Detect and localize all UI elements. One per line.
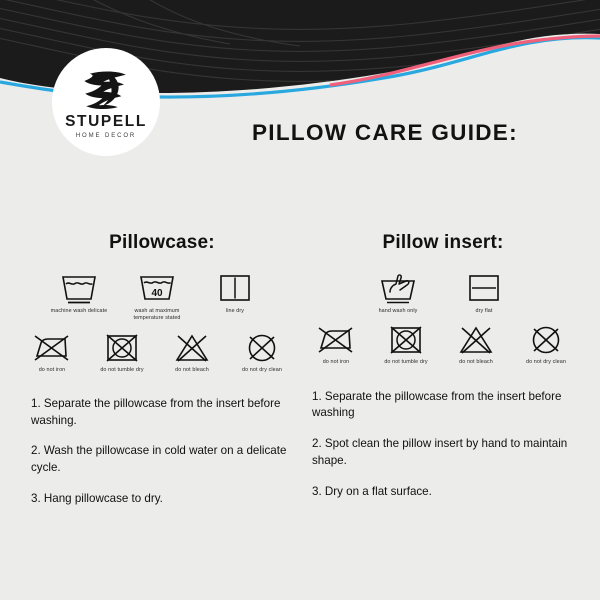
dry-flat-icon	[467, 272, 501, 304]
wash-40-degrees-icon	[137, 272, 177, 304]
wash-40-caption: wash at maximum temperature stated	[133, 308, 181, 322]
do-not-tumble-dry-symbol	[378, 325, 434, 366]
do-not-iron-symbol	[308, 325, 364, 366]
hand-wash-only-icon	[378, 272, 418, 304]
list-item: 1. Separate the pillowcase from the insert before washing	[312, 389, 562, 420]
pillowcase-symbol-row-1	[26, 272, 288, 323]
line-dry-icon	[218, 272, 252, 304]
svg-text:40: 40	[151, 288, 163, 299]
list-item: 3. Hang pillowcase to dry.	[31, 492, 163, 506]
do-not-dry-clean-symbol	[234, 333, 290, 374]
do-not-tumble-dry-symbol	[94, 333, 150, 374]
pillow-insert-section	[310, 232, 572, 515]
machine-wash-delicate-icon	[59, 272, 99, 304]
swan-logo-icon	[79, 69, 133, 111]
do-not-iron-caption: do not iron	[322, 359, 350, 366]
do-not-dry-clean-icon	[530, 325, 562, 355]
list-item: 2. Spot clean the pillow insert by hand to maintain shape.	[312, 437, 568, 467]
line-dry-caption: line dry	[225, 308, 245, 314]
hand-wash-only-caption: hand wash only	[378, 308, 418, 314]
pillowcase-section	[26, 232, 288, 522]
do-not-dry-clean-symbol	[518, 325, 574, 366]
list-item: 2. Wash the pillowcase in cold water on a delicate cycle.	[31, 444, 287, 475]
do-not-tumble-dry-caption: do not tumble dry	[384, 359, 428, 366]
do-not-bleach-caption: do not bleach	[175, 366, 209, 373]
do-not-iron-icon	[316, 325, 356, 355]
list-item: 3. Dry on a flat surface.	[312, 484, 432, 498]
line-dry-symbol	[207, 272, 263, 315]
logo-brand-name: STUPELL	[65, 113, 147, 131]
pillowcase-symbol-row-2	[26, 333, 288, 374]
wash-40-symbol	[129, 272, 185, 323]
do-not-tumble-dry-icon	[389, 325, 423, 355]
do-not-bleach-symbol	[164, 333, 220, 374]
do-not-dry-clean-caption: do not dry clean	[526, 359, 566, 366]
do-not-iron-symbol	[24, 333, 80, 374]
pillow-insert-symbol-row-1	[310, 272, 572, 315]
hand-wash-only-symbol	[370, 272, 426, 315]
logo-tagline: HOME DECOR	[75, 132, 137, 139]
do-not-iron-caption: do not iron	[38, 366, 66, 373]
do-not-tumble-dry-icon	[105, 333, 139, 363]
pillowcase-steps	[26, 396, 288, 508]
machine-wash-delicate-caption: machine wash delicate	[50, 308, 108, 314]
do-not-dry-clean-icon	[246, 333, 278, 363]
do-not-dry-clean-caption: do not dry clean	[242, 366, 282, 373]
do-not-bleach-caption: do not bleach	[459, 359, 493, 366]
pillowcase-heading: Pillowcase:	[109, 232, 215, 253]
dry-flat-symbol	[456, 272, 512, 315]
brand-logo	[52, 48, 160, 156]
dry-flat-caption: dry flat	[475, 308, 493, 314]
do-not-iron-icon	[32, 333, 72, 363]
do-not-tumble-dry-caption: do not tumble dry	[100, 366, 144, 373]
do-not-bleach-icon	[458, 325, 494, 355]
page-title: PILLOW CARE GUIDE:	[252, 120, 518, 145]
list-item: 1. Separate the pillowcase from the insert before washing.	[31, 396, 281, 427]
pillow-insert-steps	[310, 389, 572, 501]
do-not-bleach-symbol	[448, 325, 504, 366]
pillow-insert-heading: Pillow insert:	[382, 232, 504, 253]
do-not-bleach-icon	[174, 333, 210, 363]
machine-wash-delicate-symbol	[51, 272, 107, 315]
pillow-insert-symbol-row-2	[310, 325, 572, 366]
